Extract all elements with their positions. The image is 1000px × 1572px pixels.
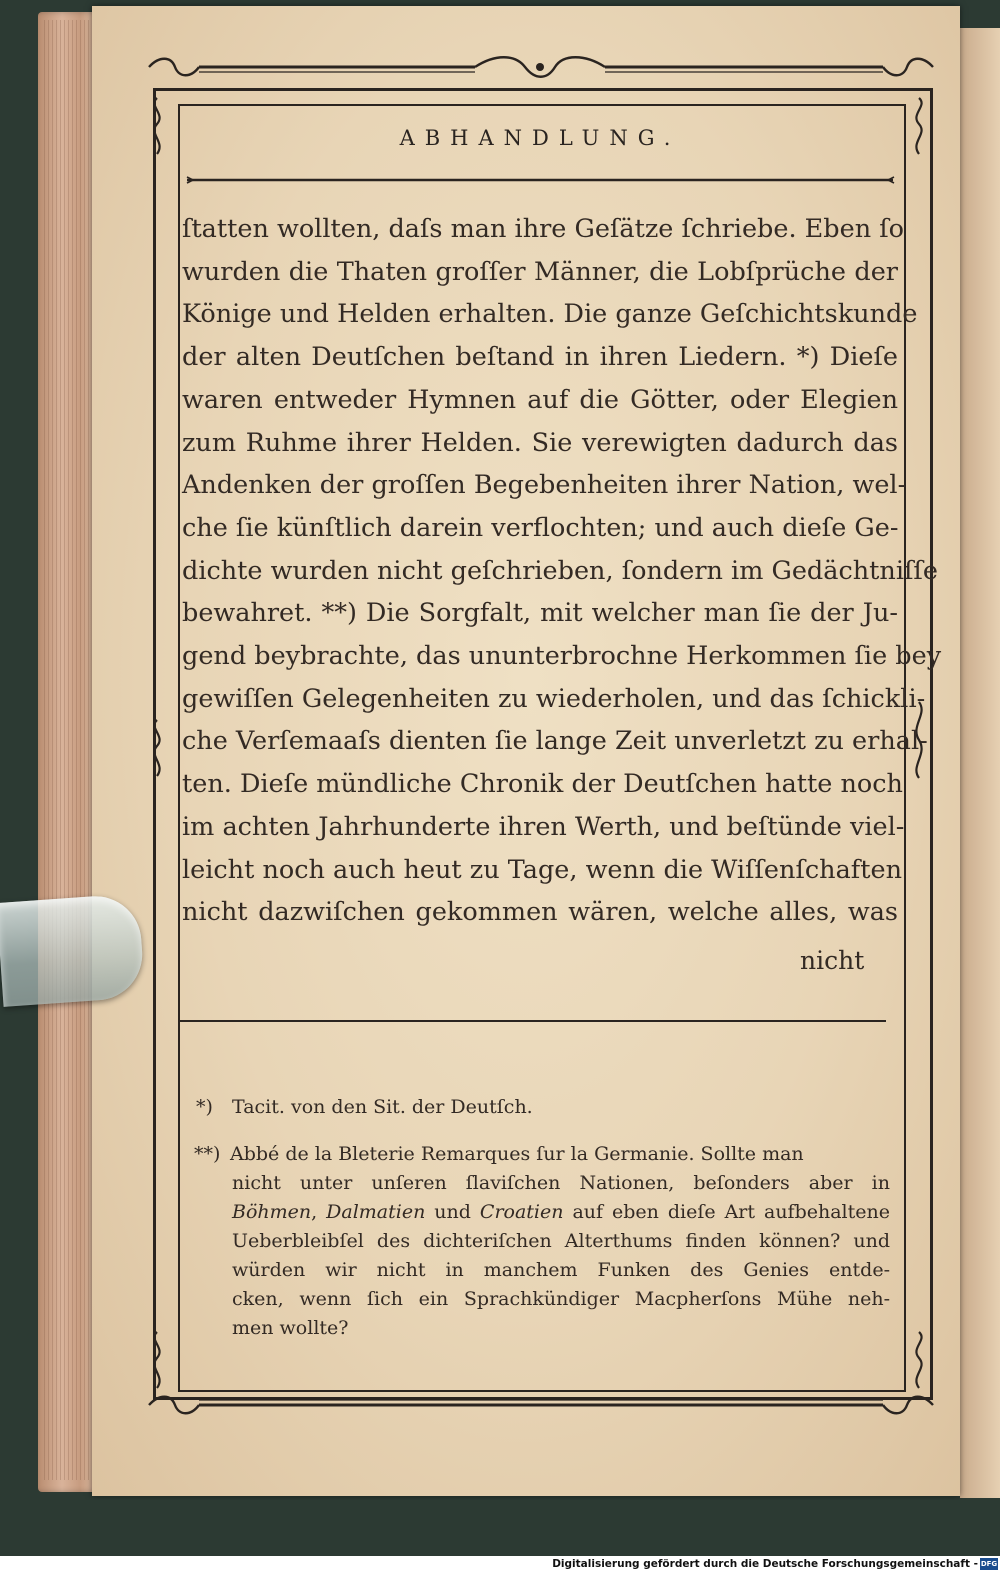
footnote-line: würden wir nicht in manchem Funken des Genies entde- <box>232 1259 890 1281</box>
text-line: gend beybrachte, das ununterbrochne Herkommen ſie bey <box>182 641 942 672</box>
text-line: che Verſemaaſs dienten ſie lange Zeit unverletzt zu erhal- <box>182 726 928 757</box>
text-line: Andenken der groſſen Begebenheiten ihrer Nation, wel- <box>182 470 907 501</box>
text-line: che ſie künſtlich darein verflochten; und auch dieſe Ge- <box>182 512 899 543</box>
catchword: nicht <box>800 946 865 975</box>
funding-notice: Digitalisierung gefördert durch die Deutsche Forschungsgemeinschaft - <box>552 1558 978 1570</box>
footnote-mark: **) <box>194 1143 221 1165</box>
scan-background <box>0 1500 1000 1556</box>
footnote-line: cken, wenn ſich ein Sprachkündiger Macpherſons Mühe neh- <box>232 1288 890 1310</box>
page-edges <box>44 20 92 1480</box>
text-line: waren entweder Hymnen auf die Götter, oder Elegien <box>182 384 898 415</box>
footnote-fragment: auf eben dieſe Art aufbehaltene <box>563 1201 890 1223</box>
text-line: gewiſſen Gelegenheiten zu wiederholen, und das ſchickli- <box>182 683 926 714</box>
separator: , <box>311 1201 327 1223</box>
text-line: der alten Deutſchen beſtand in ihren Liedern. *) Dieſe <box>182 342 898 373</box>
text-line: leicht noch auch heut zu Tage, wenn die Wiſſenſchaften <box>182 854 902 885</box>
footnote-2 <box>196 1140 890 1343</box>
footnote-1 <box>196 1093 890 1122</box>
text-line: wurden die Thaten groſſer Männer, die Lobſprüche der <box>182 256 898 287</box>
dfg-logo: DFG <box>980 1560 998 1568</box>
footnote-line: Abbé de la Bleterie Remarques ſur la Germanie. Sollte man <box>230 1143 804 1165</box>
body-text <box>182 208 942 934</box>
place-name: Croatien <box>479 1201 564 1223</box>
footnote-separator <box>180 1020 886 1026</box>
page-clip <box>0 893 145 1007</box>
text-line: zum Ruhme ihrer Helden. Sie verewigten dadurch das <box>182 427 898 458</box>
text-line: bewahret. **) Die Sorgfalt, mit welcher man ſie der Ju- <box>182 598 898 629</box>
footnote-line: nicht unter unſeren ſlaviſchen Nationen, beſonders aber in <box>232 1172 890 1194</box>
footnote-line <box>232 1198 890 1227</box>
text-line: im achten Jahrhunderte ihren Werth, und beſtünde viel- <box>182 811 905 842</box>
footnote-line: men wollte? <box>232 1317 349 1339</box>
place-name: Dalmatien <box>326 1201 426 1223</box>
running-header: ABHANDLUNG. <box>399 126 681 150</box>
text-line: ſtatten wollten, daſs man ihre Geſätze ſchriebe. Eben ſo <box>182 214 905 244</box>
text-line: dichte wurden nicht geſchrieben, ſondern im Gedächtniſſe <box>182 555 938 586</box>
footnote-mark: *) <box>196 1096 213 1118</box>
text-line: nicht dazwiſchen gekommen wären, welche alles, was <box>182 897 898 928</box>
header-rule <box>183 174 898 186</box>
facing-page-edge <box>960 28 1000 1498</box>
text-line: Könige und Helden erhalten. Die ganze Geſchichtskunde <box>182 299 918 330</box>
footnote-line: Ueberbleibſel des dichteriſchen Alterthums finden können? und <box>232 1230 890 1252</box>
text-line: ten. Dieſe mündliche Chronik der Deutſchen hatte noch <box>182 769 903 800</box>
ornamental-border-top <box>145 54 937 80</box>
place-name: Böhmen <box>232 1201 312 1223</box>
separator: und <box>425 1201 480 1223</box>
footnotes <box>196 1093 890 1343</box>
footnote-text: Tacit. von den Sit. der Deutſch. <box>232 1096 533 1118</box>
